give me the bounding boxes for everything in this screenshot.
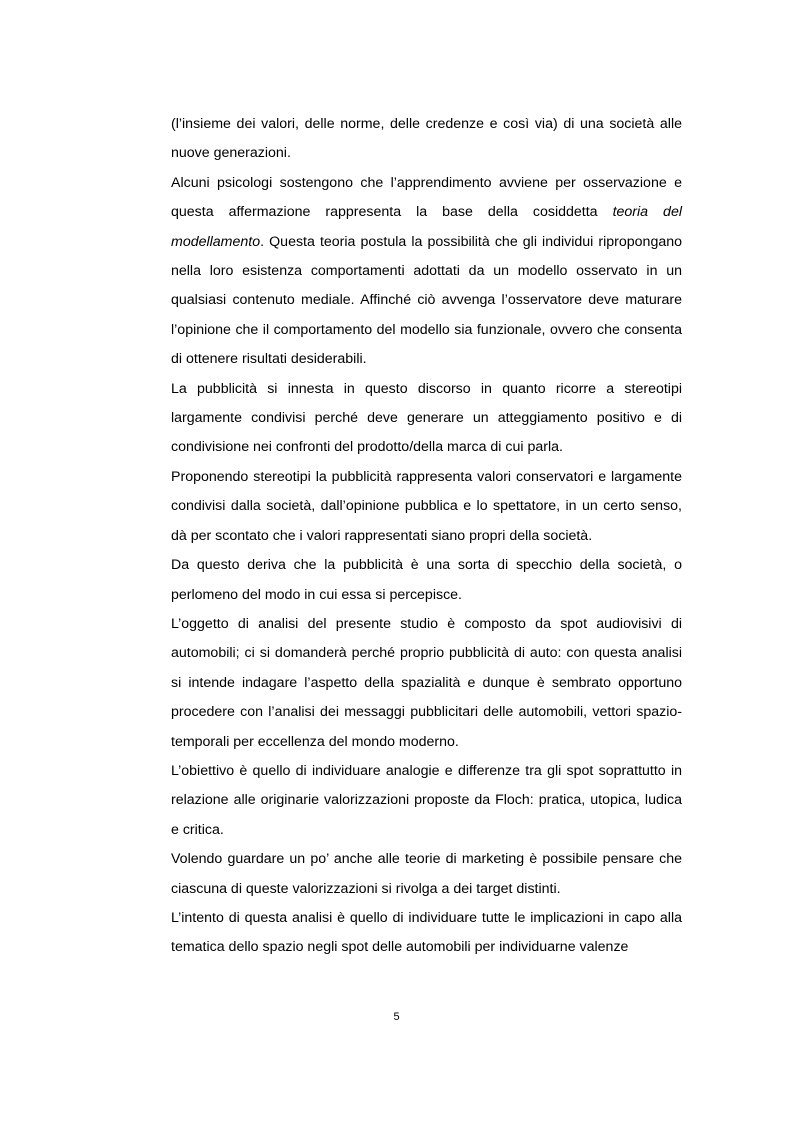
paragraph — [171, 169, 682, 375]
italic-text: teoria del modellamento — [171, 204, 682, 250]
text-segment: . Questa teoria postula la possibilità che gli individui ripropongano nella loro esistenza comportamenti adottati da un modello osservato in un qualsiasi contenuto mediale. Affinché ciò avvenga l’osservatore deve maturare l’opinione che il comportamento del modello sia funzionale, ovvero che consenta di ottenere risultati desiderabili. — [171, 233, 682, 368]
paragraph — [171, 904, 682, 963]
paragraph — [171, 463, 682, 551]
paragraph — [171, 110, 682, 169]
body-text — [171, 110, 682, 963]
text-segment: (l’insieme dei valori, delle norme, delle credenze e così via) di una società alle nuove generazioni. — [171, 116, 682, 162]
text-segment: Volendo guardare un po’ anche alle teorie di marketing è possibile pensare che ciascuna di queste valorizzazioni si rivolga a dei target distinti. — [171, 851, 682, 897]
text-segment: Proponendo stereotipi la pubblicità rappresenta valori conservatori e largamente condivisi dalla società, dall’opinione pubblica e lo spettatore, in un certo senso, dà per scontato che i valori rappresentati siano propri della società. — [171, 468, 682, 544]
text-segment: Da questo deriva che la pubblicità è una sorta di specchio della società, o perlomeno del modo in cui essa si percepisce. — [171, 557, 682, 603]
text-segment: L’obiettivo è quello di individuare analogie e differenze tra gli spot soprattutto in relazione alle originarie valorizzazioni proposte da Floch: pratica, utopica, ludica e critica. — [171, 762, 682, 838]
text-segment: L’intento di questa analisi è quello di individuare tutte le implicazioni in capo alla tematica dello spazio negli spot delle automobili per individuarne valenze — [171, 909, 682, 956]
page-number: 5 — [393, 1011, 400, 1023]
text-segment: La pubblicità si innesta in questo discorso in quanto ricorre a stereotipi largamente condivisi perché deve generare un atteggiamento positivo e di condivisione nei confronti del prodotto/della marca di cui parla. — [171, 380, 682, 456]
paragraph — [171, 757, 682, 845]
paragraph — [171, 551, 682, 610]
text-segment: Alcuni psicologi sostengono che l’apprendimento avviene per osservazione e questa affermazione rappresenta la base della cosiddetta — [171, 174, 682, 221]
paragraph — [171, 610, 682, 757]
paragraph — [171, 845, 682, 904]
text-segment: L’oggetto di analisi del presente studio è composto da spot audiovisivi di automobili; ci si domanderà perché proprio pubblicità di auto: con questa analisi si intende indagare l’aspetto della spazialità e dunque è sembrato opportuno procedere con l’analisi dei messaggi pubblicitari delle automobili, vettori spazio-temporali per eccellenza del mondo moderno. — [171, 615, 682, 750]
paragraph — [171, 375, 682, 463]
